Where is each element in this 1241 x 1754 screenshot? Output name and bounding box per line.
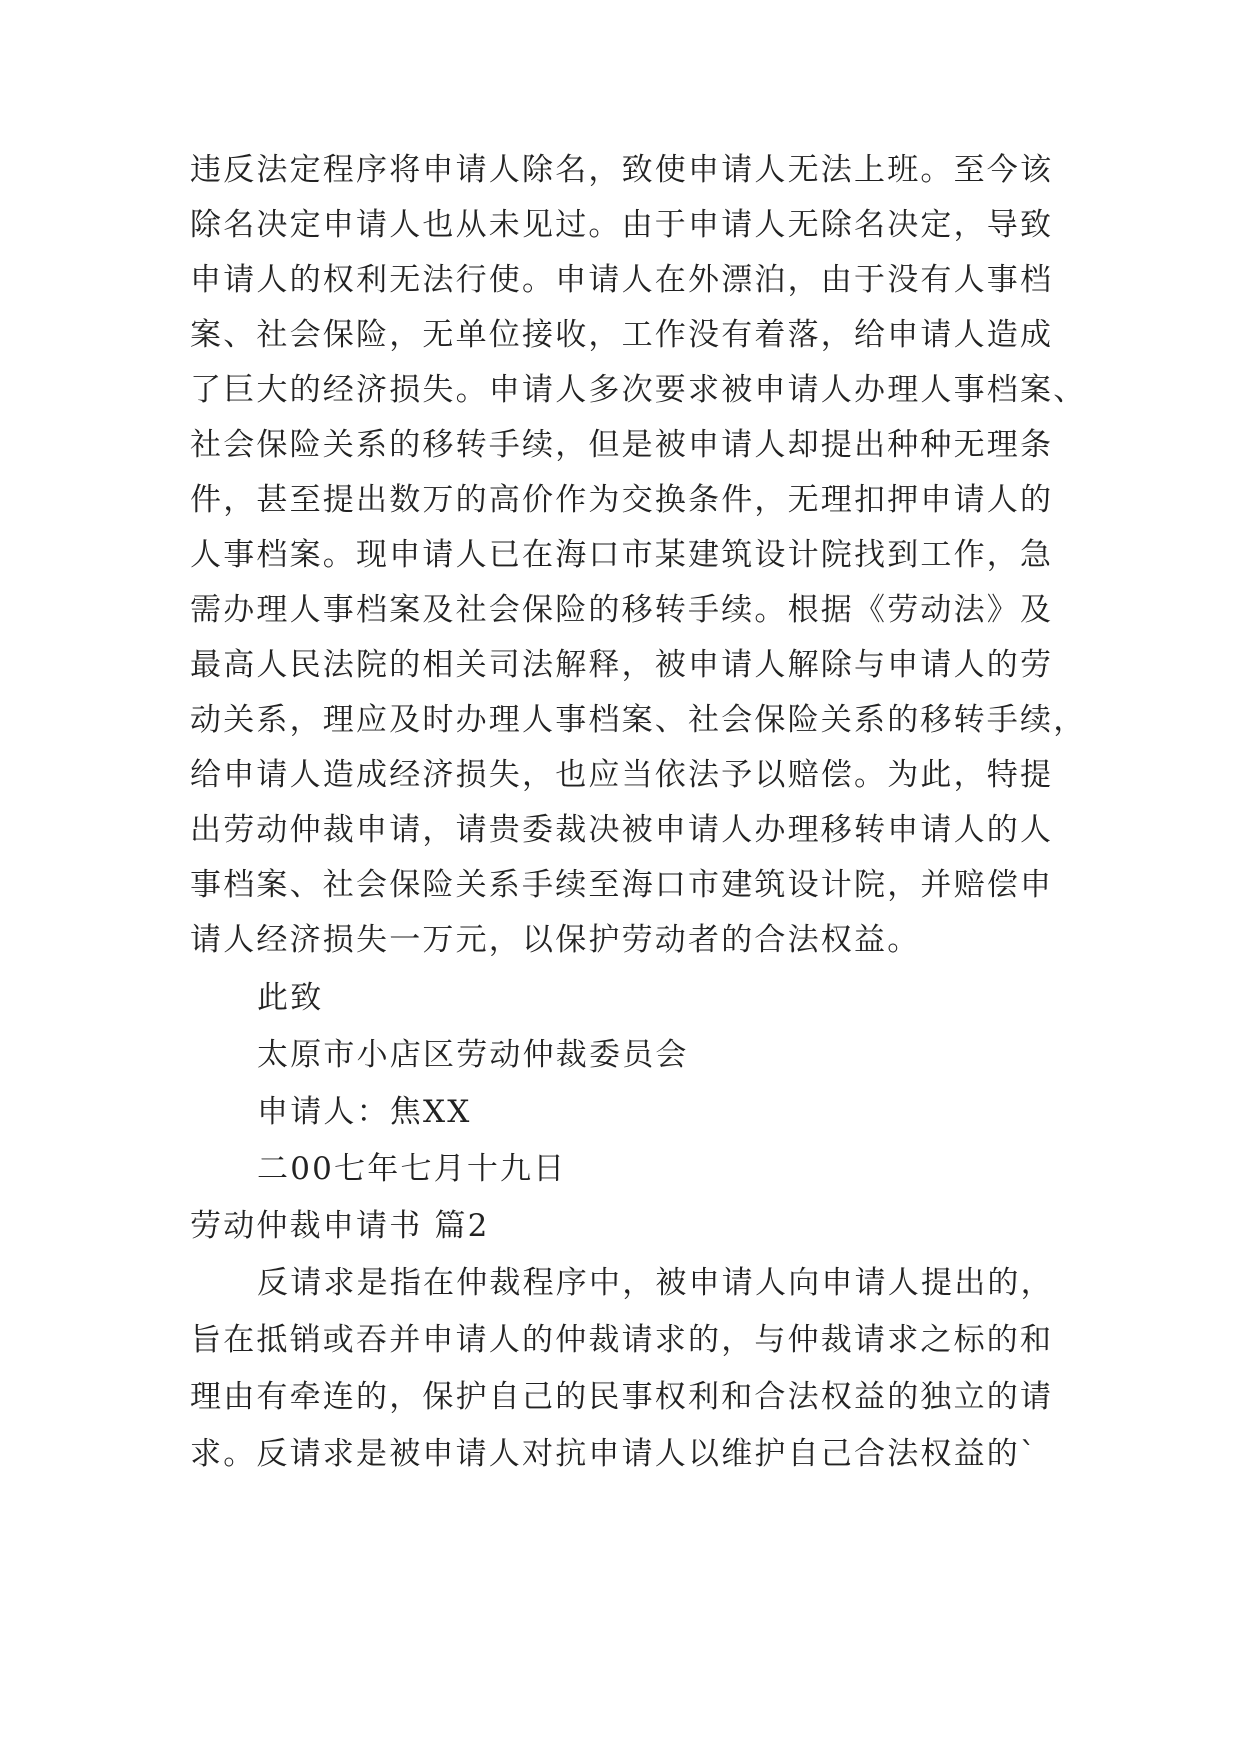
closing-recipient: 太原市小店区劳动仲裁委员会 [257,1037,689,1073]
section-line-4: 求。反请求是被申请人对抗申请人以维护自己合法权益的` [190,1436,1038,1472]
body-line-1: 违反法定程序将申请人除名，致使申请人无法上班。至今该 [190,152,1054,188]
closing-salutation: 此致 [257,980,324,1016]
section-line-1: 反请求是指在仲裁程序中，被申请人向申请人提出的， [257,1265,1054,1301]
body-line-6: 社会保险关系的移转手续，但是被申请人却提出种种无理条 [190,427,1054,463]
section-title: 劳动仲裁申请书 篇2 [190,1208,490,1244]
body-line-8: 人事档案。现申请人已在海口市某建筑设计院找到工作，急 [190,537,1054,573]
body-line-5: 了巨大的经济损失。申请人多次要求被申请人办理人事档案、 [190,372,1087,408]
body-line-14: 事档案、社会保险关系手续至海口市建筑设计院，并赔偿申 [190,867,1054,903]
body-line-2: 除名决定申请人也从未见过。由于申请人无除名决定，导致 [190,207,1054,243]
section-line-2: 旨在抵销或吞并申请人的仲裁请求的，与仲裁请求之标的和 [190,1322,1054,1358]
body-line-10: 最高人民法院的相关司法解释，被申请人解除与申请人的劳 [190,647,1054,683]
body-line-3: 申请人的权利无法行使。申请人在外漂泊，由于没有人事档 [190,262,1054,298]
body-line-7: 件，甚至提出数万的高价作为交换条件，无理扣押申请人的 [190,482,1054,518]
body-line-11: 动关系，理应及时办理人事档案、社会保险关系的移转手续， [190,702,1087,738]
body-line-15: 请人经济损失一万元，以保护劳动者的合法权益。 [190,922,921,958]
body-line-9: 需办理人事档案及社会保险的移转手续。根据《劳动法》及 [190,592,1054,628]
body-line-13: 出劳动仲裁申请，请贵委裁决被申请人办理移转申请人的人 [190,812,1054,848]
closing-applicant: 申请人：焦XX [257,1094,472,1130]
body-line-4: 案、社会保险，无单位接收，工作没有着落，给申请人造成 [190,317,1054,353]
body-line-12: 给申请人造成经济损失，也应当依法予以赔偿。为此，特提 [190,757,1054,793]
section-line-3: 理由有牵连的，保护自己的民事权利和合法权益的独立的请 [190,1379,1054,1415]
closing-date: 二00七年七月十九日 [257,1151,567,1187]
